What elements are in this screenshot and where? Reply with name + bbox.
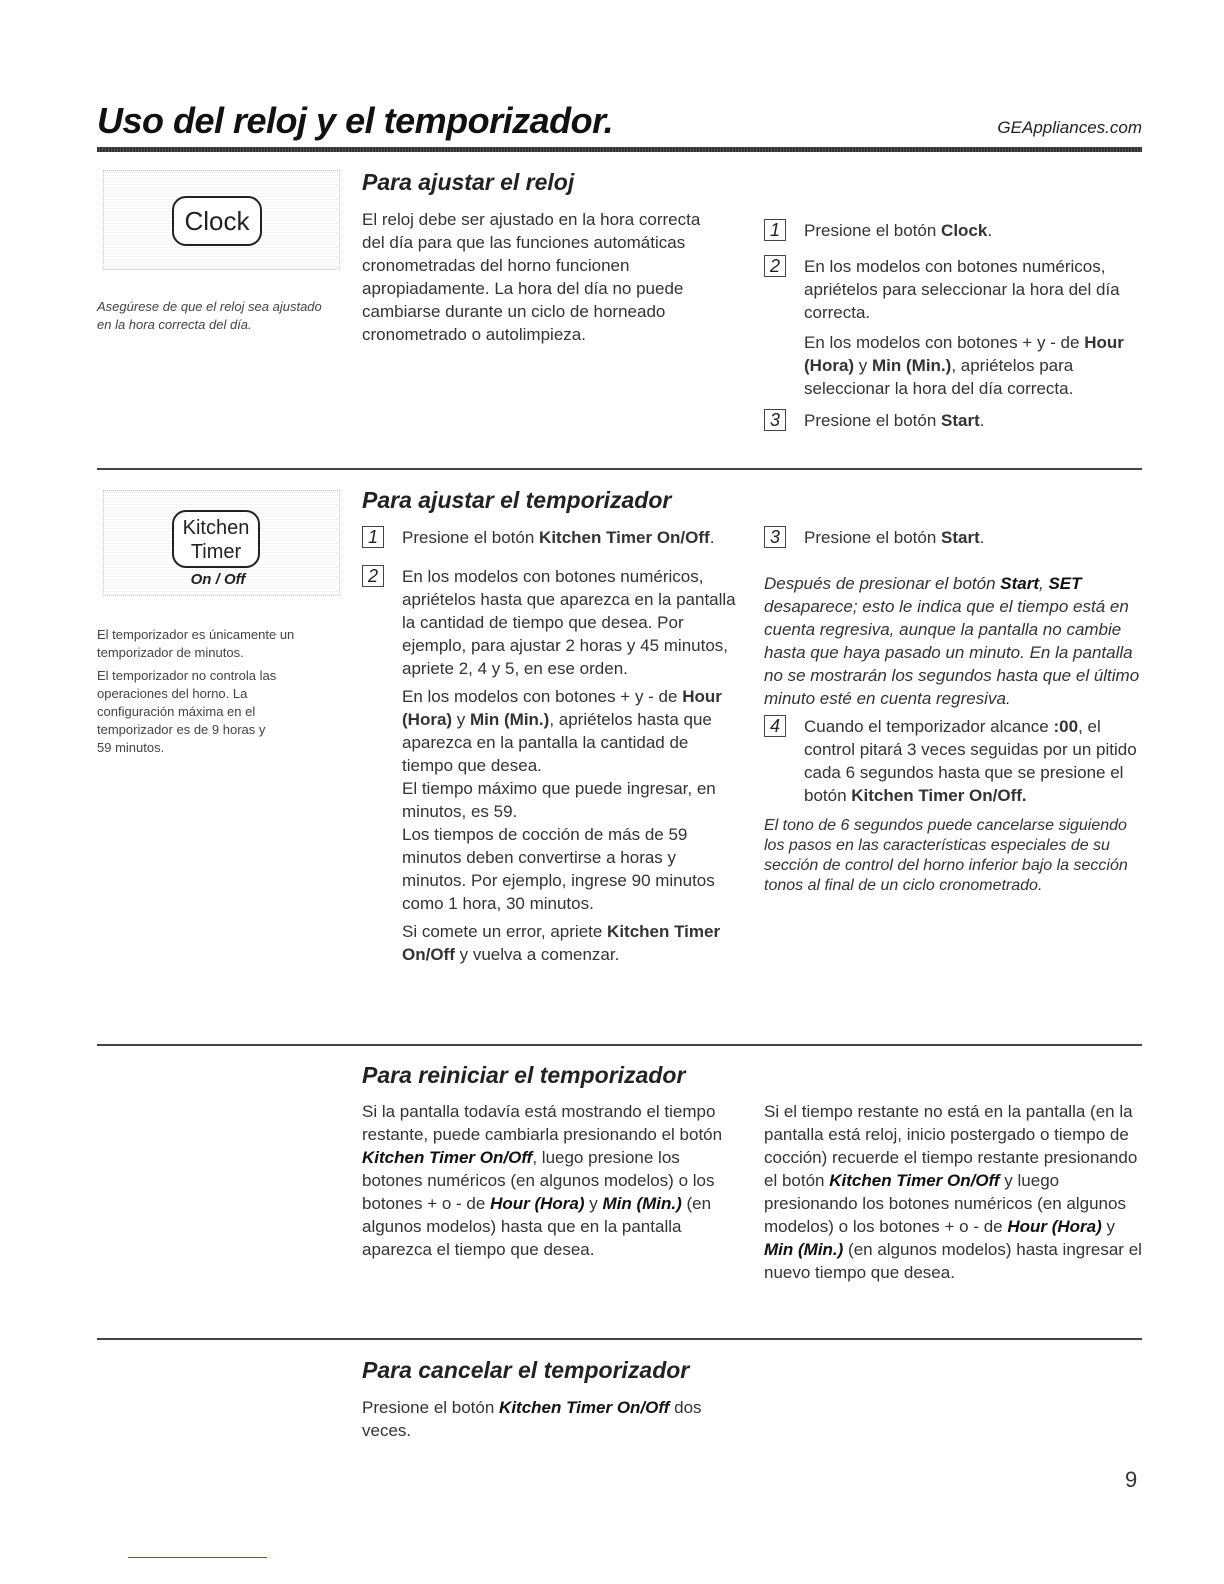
step-number-2: 2 — [362, 565, 384, 587]
clock-body: El reloj debe ser ajustado en la hora correcta del día para que las funciones automáticas cronometradas del horno funcionen apropiadamente. La hora del día no puede cambiarse durante un ciclo de horneado cronometrado o autolimpieza. — [362, 210, 701, 344]
reset-col-2: Si el tiempo restante no está en la pantalla (en la pantalla está reloj, inicio postergado o tiempo de cocción) recuerde el tiempo restante presionando el botón Kitchen Timer On/Off y luego presionando los botones numéricos (en algunos modelos) o los botones + o - de Hour (Hora) y Min (Min.) (en algunos modelos) hasta ingresar el nuevo tiempo que desea. — [764, 1102, 1142, 1282]
clock-button-icon — [172, 196, 262, 246]
footer-link-underline — [128, 1557, 267, 1558]
step-number-1: 1 — [362, 526, 384, 548]
kitchen-timer-button-icon — [172, 510, 260, 568]
header-rule — [97, 147, 1142, 152]
reset-col-1: Si la pantalla todavía está mostrando el tiempo restante, puede cambiarla presionando el botón Kitchen Timer On/Off, luego presione los botones numéricos (en algunos modelos) o los botones + o - de Hour (Hora) y Min (Min.) (en algunos modelos) hasta que en la pantalla aparezca el tiempo que desea. — [362, 1102, 723, 1259]
timer-step-1: 1 Presione el botón Kitchen Timer On/Off. — [362, 526, 742, 549]
clock-button-label: Clock — [184, 206, 250, 236]
reset-heading: Para reiniciar el temporizador — [362, 1062, 686, 1088]
timer-note-1: El temporizador es únicamente un temporizador de minutos. — [97, 627, 295, 660]
clock-step-3: 3 Presione el botón Start. — [764, 409, 1142, 432]
step-number-3: 3 — [764, 409, 786, 431]
timer-step-3: 3 Presione el botón Start. — [764, 526, 1142, 549]
timer-after-start-note: Después de presionar el botón Start, SET desaparece; esto le indica que el tiempo está en cuenta regresiva, aunque la pantalla no cambie hasta que haya pasado un minuto. En la pantalla no se mostrarán los segundos hasta que el último minuto esté en cuenta regresiva. — [764, 574, 1140, 708]
cancel-body: Presione el botón Kitchen Timer On/Off dos veces. — [362, 1398, 702, 1440]
step-number-3: 3 — [764, 526, 786, 548]
website-url: GEAppliances.com — [997, 118, 1142, 137]
timer-step-2: 2 En los modelos con botones numéricos, apriételos hasta que aparezca en la pantalla la cantidad de tiempo que desea. Por ejemplo, para ajustar 2 horas y 45 minutos, apriete 2, 4 y 5, en ese orden. En los modelos con botones + y - de Hour (Hora) y Min (Min.), apriételos hasta que aparezca en la pantalla la cantidad de tiempo que desea. El tiempo máximo que puede ingresar, en minutos, es 59. Los tiempos de cocción de más de 59 minutos deben convertirse a horas y minutos. Por ejemplo, ingrese 90 minutos como 1 hora, 30 minutos. Si comete un error, apriete Kitchen Timer On/Off y vuelva a comenzar. — [362, 565, 742, 966]
section-divider-2 — [97, 1044, 1142, 1046]
timer-tone-note: El tono de 6 segundos puede cancelarse siguiendo los pasos en las características especiales de su sección de control del horno inferior bajo la sección tonos al final de un ciclo cronometrado. — [764, 817, 1128, 894]
clock-step-2: 2 En los modelos con botones numéricos, apriételos para seleccionar la hora del día correcta. En los modelos con botones + y - de Hour (Hora) y Min (Min.), apriételos para seleccionar la hora del día correcta. — [764, 255, 1142, 400]
timer-button-sublabel: On / Off — [190, 571, 246, 588]
step-number-2: 2 — [764, 255, 786, 277]
clock-note: Asegúrese de que el reloj sea ajustado en la hora correcta del día. — [97, 299, 322, 332]
section-divider-1 — [97, 468, 1142, 470]
timer-heading: Para ajustar el temporizador — [362, 487, 672, 513]
clock-step-1: 1 Presione el botón Clock. — [764, 219, 1142, 242]
cancel-heading: Para cancelar el temporizador — [362, 1357, 690, 1383]
clock-heading: Para ajustar el reloj — [362, 169, 575, 195]
step-number-4: 4 — [764, 715, 786, 737]
timer-button-label-1: Kitchen — [182, 517, 250, 539]
page-number: 9 — [1125, 1467, 1138, 1492]
timer-note-2: El temporizador no controla las operaciones del horno. La configuración máxima en el temporizador es de 9 horas y 59 minutos. — [97, 668, 277, 755]
page-title: Uso del reloj y el temporizador. — [97, 100, 614, 141]
timer-step-4: 4 Cuando el temporizador alcance :00, el control pitará 3 veces seguidas por un pitido cada 6 segundos hasta que se presione el botón Kitchen Timer On/Off. — [764, 715, 1142, 807]
timer-button-label-2: Timer — [190, 541, 242, 563]
section-divider-3 — [97, 1338, 1142, 1340]
step-number-1: 1 — [764, 219, 786, 241]
